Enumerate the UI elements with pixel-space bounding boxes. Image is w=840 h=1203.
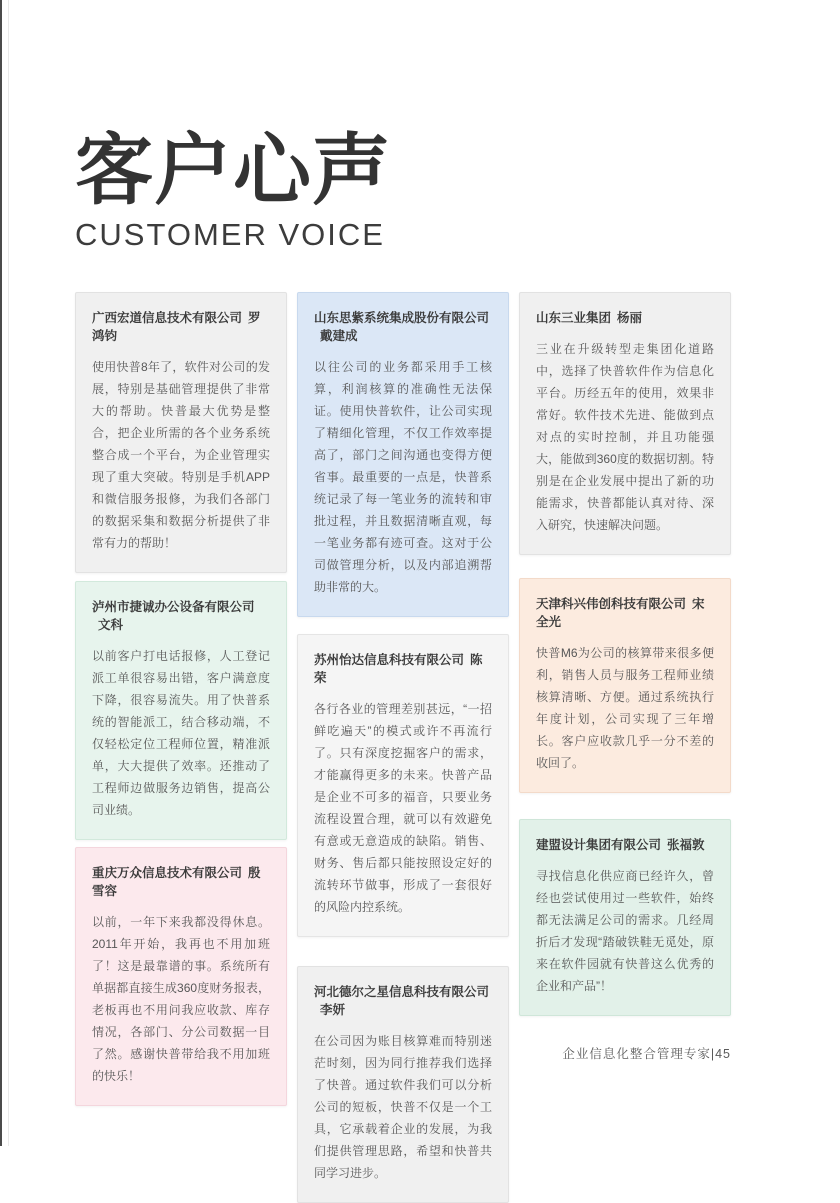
card-person: 文科 — [98, 618, 124, 632]
card-title — [536, 309, 714, 327]
page-subtitle: CUSTOMER VOICE — [75, 217, 385, 252]
card-title — [536, 595, 714, 631]
testimonial-card-shandong-sanye — [519, 292, 731, 555]
page-title: 客户心声 — [75, 126, 392, 214]
card-title — [314, 983, 492, 1019]
card-body: 在公司因为账目核算难而特别迷茫时刻，因为同行推荐我们选择了快普。通过软件我们可以分析公司的短板，快普不仅是一个工具，它承载着企业的发展，为我们提供管理思路，希望和快普共同学习进步。 — [314, 1034, 492, 1180]
card-company: 苏州怡达信息科技有限公司 — [314, 653, 465, 667]
testimonial-card-hebei-deerzhixing — [297, 966, 509, 1203]
card-company: 山东思紫系统集成股份有限公司 — [314, 311, 490, 325]
page-left-margin-line — [8, 0, 9, 1146]
card-person: 罗鸿钧 — [92, 311, 261, 343]
testimonial-card-guangxi-hongdao — [75, 292, 287, 573]
card-person: 张福敦 — [667, 838, 705, 852]
card-company: 广西宏道信息技术有限公司 — [92, 311, 243, 325]
card-title — [92, 309, 270, 345]
testimonial-card-suzhou-yida — [297, 634, 509, 937]
testimonial-card-jianmeng-design — [519, 819, 731, 1016]
card-body: 以往公司的业务都采用手工核算，利润核算的准确性无法保证。使用快普软件，让公司实现了精细化管理，不仅工作效率提高了，部门之间沟通也变得方便省事。最重要的一点是，快普系统记录了每一笔业务的流转和审批过程，并且数据清晰直观，每一笔业务都有迹可查。这对于公司做管理分析，以及内部追溯帮助非常的大。 — [314, 360, 492, 594]
card-body: 各行各业的管理差别甚远，“一招鲜吃遍天”的模式或许不再流行了。只有深度挖掘客户的需求，才能赢得更多的未来。快普产品是企业不可多的福音，只要业务流程设置合理，就可以有效避免有意或无意造成的缺陷。销售、财务、售后都只能按照设定好的流转环节做事，形成了一套很好的风险内控系统。 — [314, 702, 492, 914]
testimonial-card-chongqing-wanzhong — [75, 847, 287, 1106]
card-company: 山东三业集团 — [536, 311, 612, 325]
card-body: 以前，一年下来我都没得休息。2011年开始，我再也不用加班了！这是最靠谱的事。系统所有单据都直接生成360度财务报表，老板再也不用问我应收款、库存情况，各部门、分公司数据一目了然。感谢快普带给我不用加班的快乐！ — [92, 915, 270, 1083]
card-body: 使用快普8年了，软件对公司的发展，特别是基础管理提供了非常大的帮助。快普最大优势是整合，把企业所需的各个业务系统整合成一个平台，为企业管理实现了重大突破。特别是手机APP和微信服务报修，为我们各部门的数据采集和数据分析提供了非常有力的帮助！ — [92, 360, 270, 550]
card-person: 陈荣 — [314, 653, 483, 685]
card-title — [92, 864, 270, 900]
page-left-edge-line — [0, 0, 2, 1146]
testimonial-card-luzhou-jiecheng — [75, 581, 287, 840]
card-company: 重庆万众信息技术有限公司 — [92, 866, 243, 880]
card-title — [314, 309, 492, 345]
card-person: 宋全光 — [536, 597, 705, 629]
card-title — [536, 836, 714, 854]
card-company: 河北德尔之星信息科技有限公司 — [314, 985, 490, 999]
testimonial-card-tianjin-kexingweichuang — [519, 578, 731, 793]
card-person: 殷雪容 — [92, 866, 261, 898]
card-body: 快普M6为公司的核算带来很多便利，销售人员与服务工程师业绩核算清晰、方便。通过系统执行年度计划，公司实现了三年增长。客户应收款几乎一分不差的收回了。 — [536, 646, 714, 770]
testimonial-column-2 — [297, 292, 509, 1203]
card-person: 杨丽 — [617, 311, 643, 325]
testimonial-grid — [75, 292, 731, 1203]
card-body: 三业在升级转型走集团化道路中，选择了快普软件作为信息化平台。历经五年的使用，效果非常好。软件技术先进、能做到点对点的实时控制，并且功能强大，能做到360度的数据切割。特别是在企业发展中提出了新的功能需求，快普都能认真对待、深入研究，快速解决问题。 — [536, 342, 714, 532]
card-body: 寻找信息化供应商已经许久，曾经也尝试使用过一些软件，始终都无法满足公司的需求。几经周折后才发现“踏破铁鞋无觅处，原来在软件园就有快普这么优秀的企业和产品”！ — [536, 869, 714, 993]
card-body: 以前客户打电话报修，人工登记派工单很容易出错，客户满意度下降，很容易流失。用了快普系统的智能派工，结合移动端，不仅轻松定位工程师位置，精准派单，大大提供了效率。还推动了工程师边做服务边销售，提高公司业绩。 — [92, 649, 270, 817]
card-company: 天津科兴伟创科技有限公司 — [536, 597, 687, 611]
page-header — [75, 128, 391, 252]
testimonial-column-1 — [75, 292, 287, 1203]
card-person: 戴建成 — [320, 329, 358, 343]
card-person: 李妍 — [320, 1003, 346, 1017]
testimonial-card-shandong-sizi — [297, 292, 509, 617]
card-title — [314, 651, 492, 687]
testimonial-column-3 — [519, 292, 731, 1203]
card-title — [92, 598, 270, 634]
page-footer: 企业信息化整合管理专家|45 — [562, 1047, 731, 1061]
card-company: 建盟设计集团有限公司 — [536, 838, 662, 852]
card-company: 泸州市捷诚办公设备有限公司 — [92, 600, 255, 614]
